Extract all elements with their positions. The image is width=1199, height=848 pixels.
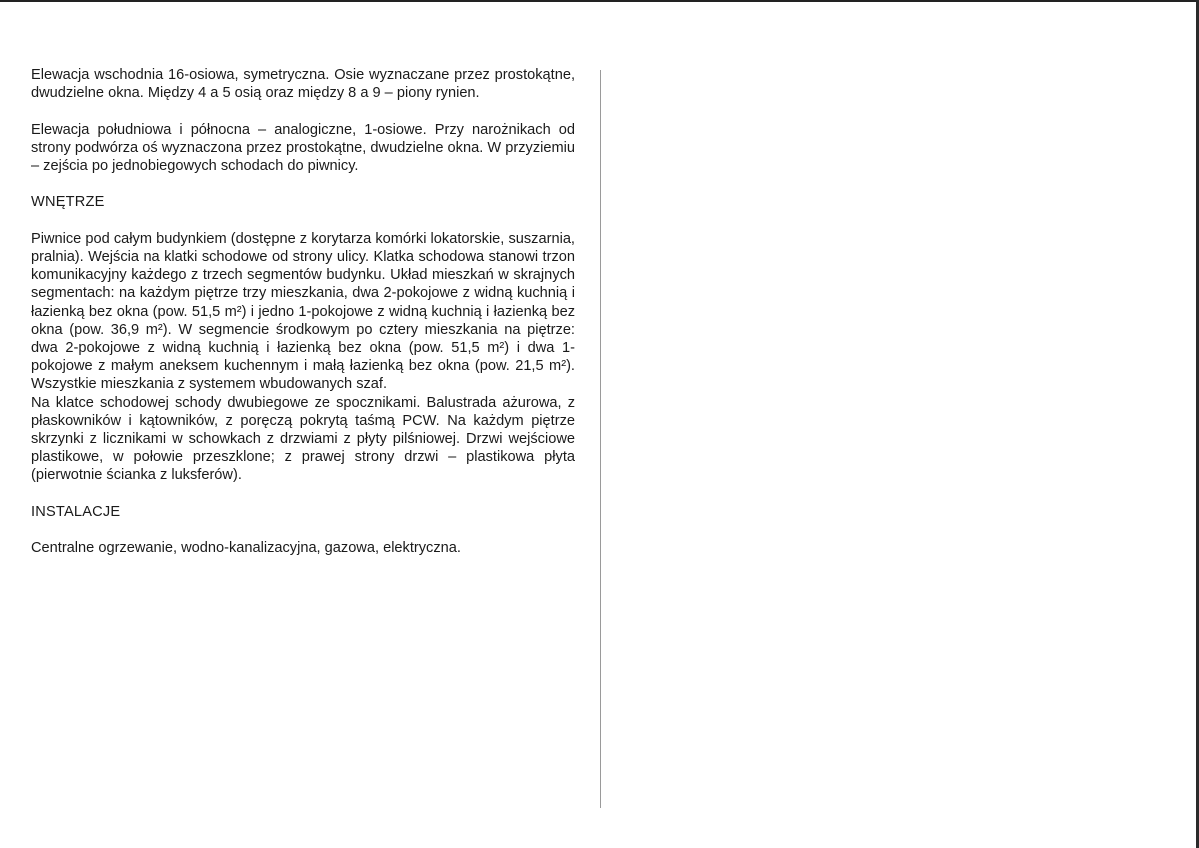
paragraph-south-north-elevation: Elewacja południowa i północna – analogiczne, 1-osiowe. Przy narożnikach od strony podwórza oś wyznaczona przez prostokątne, dwudzielne okna. W przyziemiu – zejścia po jednobiegowych schodach do piwnicy. <box>31 121 575 174</box>
heading-interior: WNĘTRZE <box>31 194 105 211</box>
scan-top-edge <box>0 0 1199 2</box>
paragraph-interior-staircase: Na klatce schodowej schody dwubiegowe ze spocznikami. Balustrada ażurowa, z płaskowników i kątowników, z poręczą pokrytą taśmą PCW. Na każdym piętrze skrzynki z licznikami w schowkach z drzwiami z płyty pilśniowej. Drzwi wejściowe plastikowe, w połowie przeszklone; z prawej strony drzwi – plastikowa płyta (pierwotnie ścianka z luksferów). <box>31 394 575 484</box>
page-divider-line <box>600 70 601 808</box>
paragraph-east-elevation: Elewacja wschodnia 16-osiowa, symetryczna. Osie wyznaczane przez prostokątne, dwudzielne okna. Między 4 a 5 osią oraz między 8 a 9 – piony rynien. <box>31 67 575 102</box>
paragraph-installations: Centralne ogrzewanie, wodno-kanalizacyjna, gazowa, elektryczna. <box>31 540 461 557</box>
document-body <box>31 66 575 557</box>
heading-installations: INSTALACJE <box>31 503 121 520</box>
paragraph-interior-layout: Piwnice pod całym budynkiem (dostępne z korytarza komórki lokatorskie, suszarnia, pralnia). Wejścia na klatki schodowe od strony ulicy. Klatka schodowa stanowi trzon komunikacyjny każdego z trzech segmentów budynku. Układ mieszkań w skrajnych segmentach: na każdym piętrze trzy mieszkania, dwa 2-pokojowe z widną kuchnią i łazienką bez okna (pow. 51,5 m²) i jedno 1-pokojowe z widną kuchnią i łazienką bez okna (pow. 36,9 m²). W segmencie środkowym po cztery mieszkania na piętrze: dwa 2-pokojowe z widną kuchnią i łazienką bez okna (pow. 51,5 m²) i dwa 1-pokojowe z małym aneksem kuchennym i małą łazienką bez okna (pow. 21,5 m²). Wszystkie mieszkania z systemem wbudowanych szaf. <box>31 230 575 393</box>
